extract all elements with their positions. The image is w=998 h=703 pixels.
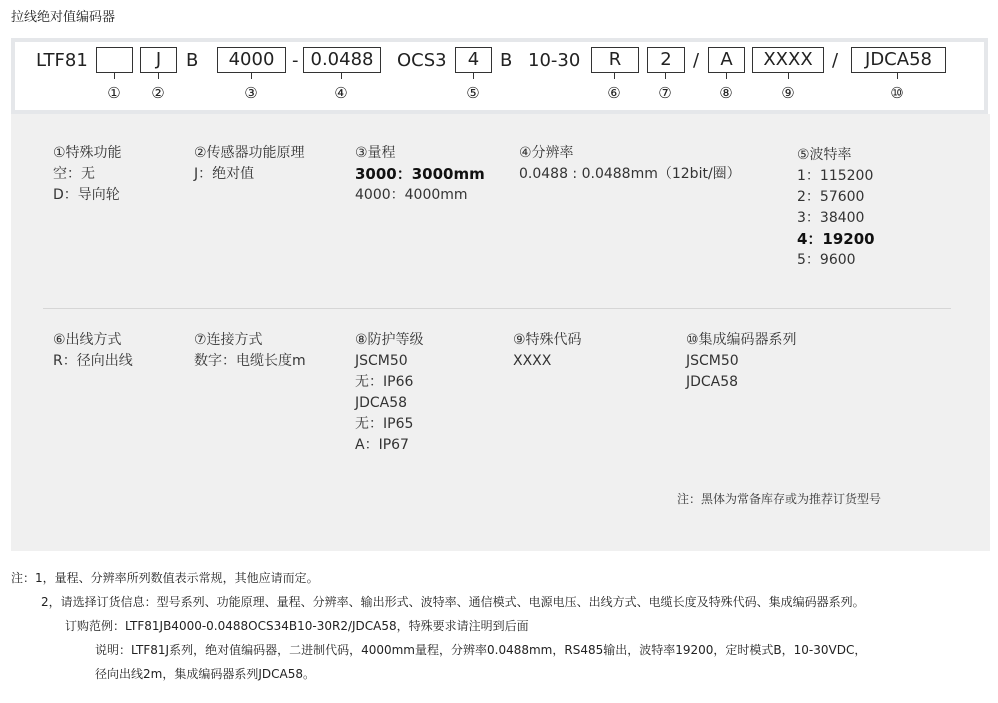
option-line: JDCA58: [686, 374, 739, 390]
code-box-baud: 4: [455, 47, 492, 73]
option-line-recommended: 3000：3000mm: [355, 165, 485, 183]
code-seg-b1: B: [186, 50, 199, 71]
marker-5: ⑤: [466, 84, 480, 102]
option-line: JDCA58: [355, 395, 408, 411]
option-line: JSCM50: [355, 353, 408, 369]
section-protection: [355, 330, 424, 456]
code-box-outlet: R: [591, 47, 639, 73]
option-line: XXXX: [513, 353, 552, 369]
marker-1: ①: [107, 84, 121, 102]
option-line: R：径向出线: [53, 353, 133, 369]
note-order-example: 订购范例：LTF81JB4000-0.0488OCS34B10-30R2/JDCA58，特殊要求请注明到后面: [65, 619, 529, 633]
section-header: ⑩集成编码器系列: [686, 332, 797, 348]
tick-4: [341, 73, 342, 79]
code-seg-volt: 10-30: [528, 50, 581, 71]
tick-9: [788, 73, 789, 79]
note-explanation-cont: 径向出线2m，集成编码器系列JDCA58。: [95, 667, 315, 681]
code-box-connection: 2: [647, 47, 685, 73]
section-header: ⑥出线方式: [53, 332, 122, 348]
section-range: [355, 143, 485, 206]
code-box-range: 4000: [217, 47, 286, 73]
marker-4: ④: [334, 84, 348, 102]
section-outlet: [53, 330, 133, 372]
marker-8: ⑧: [719, 84, 733, 102]
code-box-protection: A: [708, 47, 745, 73]
code-seg-dash: -: [292, 50, 299, 71]
note-explanation: 说明：LTF81J系列，绝对值编码器，二进制代码，4000mm量程，分辨率0.0488mm，RS485输出，波特率19200，定时模式B，10-30VDC，: [95, 643, 867, 657]
tick-5: [473, 73, 474, 79]
tick-10: [897, 73, 898, 79]
option-line: A：IP67: [355, 437, 409, 453]
note-line-1: 注：1，量程、分辨率所列数值表示常规，其他应请而定。: [11, 571, 319, 585]
code-seg-slash1: /: [693, 50, 700, 71]
note-line-2: 2，请选择订货信息：型号系列、功能原理、量程、分辨率、输出形式、波特率、通信模式、电源电压、出线方式、电缆长度及特殊代码、集成编码器系列。: [41, 595, 865, 609]
option-line: 3：38400: [797, 210, 865, 226]
option-line: 数字：电缆长度m: [194, 353, 306, 369]
tick-8: [726, 73, 727, 79]
section-divider: [43, 308, 951, 309]
section-sensor-principle: [194, 143, 305, 185]
code-seg-slash2: /: [832, 50, 839, 71]
code-box-special-code: XXXX: [752, 47, 824, 73]
section-special-function: [53, 143, 122, 206]
marker-10: ⑩: [890, 84, 904, 102]
tick-1: [114, 73, 115, 79]
stock-note: 注：黑体为常备库存或为推荐订货型号: [677, 492, 882, 506]
code-box-resolution: 0.0488: [303, 47, 381, 73]
code-box-series: JDCA58: [851, 47, 946, 73]
section-special-code: [513, 330, 582, 372]
marker-2: ②: [151, 84, 165, 102]
section-header: ⑨特殊代码: [513, 332, 582, 348]
section-header: ④分辨率: [519, 145, 574, 161]
code-seg-b2: B: [500, 50, 513, 71]
tick-7: [665, 73, 666, 79]
marker-6: ⑥: [607, 84, 621, 102]
option-line: 无：IP66: [355, 374, 414, 390]
section-header: ⑤波特率: [797, 147, 852, 163]
section-header: ②传感器功能原理: [194, 145, 305, 161]
option-line: 空：无: [53, 166, 95, 182]
section-resolution: [519, 143, 741, 185]
option-line: 2：57600: [797, 189, 865, 205]
section-header: ⑧防护等级: [355, 332, 424, 348]
option-line: JSCM50: [686, 353, 739, 369]
option-line: 无：IP65: [355, 416, 414, 432]
tick-2: [158, 73, 159, 79]
marker-3: ③: [244, 84, 258, 102]
option-line: 4000：4000mm: [355, 187, 468, 203]
section-connection: [194, 330, 306, 372]
page-title: 拉线绝对值编码器: [11, 10, 116, 25]
code-seg-ocs3: OCS3: [397, 50, 447, 71]
section-header: ⑦连接方式: [194, 332, 263, 348]
section-header: ①特殊功能: [53, 145, 122, 161]
section-header: ③量程: [355, 145, 396, 161]
option-line: D：导向轮: [53, 187, 120, 203]
option-line: 1：115200: [797, 168, 874, 184]
section-encoder-series: [686, 330, 797, 393]
section-baud-rate: [797, 145, 875, 271]
marker-9: ⑨: [781, 84, 795, 102]
tick-6: [614, 73, 615, 79]
code-prefix: LTF81: [36, 50, 88, 71]
option-line: 5：9600: [797, 252, 856, 268]
marker-7: ⑦: [658, 84, 672, 102]
option-line: 0.0488 : 0.0488mm（12bit/圈）: [519, 166, 741, 182]
tick-3: [251, 73, 252, 79]
code-box-special: [96, 47, 133, 73]
option-line-recommended: 4：19200: [797, 230, 875, 248]
code-box-principle: J: [140, 47, 177, 73]
footer-notes: [11, 566, 866, 686]
option-line: J：绝对值: [194, 166, 255, 182]
